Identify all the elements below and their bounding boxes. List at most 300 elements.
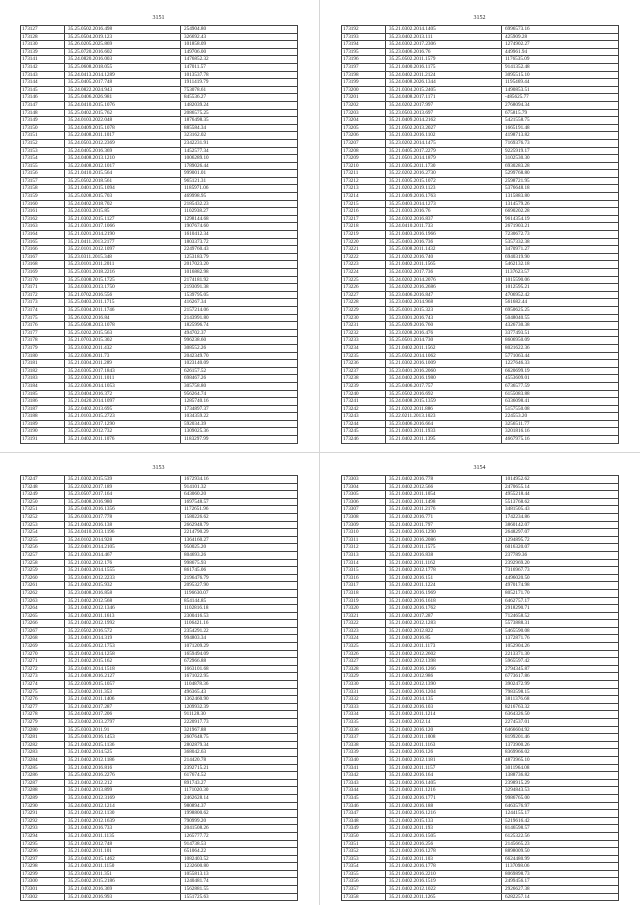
table-row: [342, 536, 619, 544]
table-row: [342, 688, 619, 696]
amount-cell: 1907674.60: [181, 223, 298, 231]
account-number-cell: 35.21.0402.2017.287: [65, 703, 181, 711]
account-number-cell: 35.25.0502.2018.561: [65, 177, 181, 185]
row-id-cell: 173176: [21, 322, 65, 330]
amount-cell: 4326730.38: [502, 322, 619, 330]
row-id-cell: 173222: [342, 253, 386, 261]
table-row: [342, 544, 619, 552]
account-number-cell: 35.25.0403.2016.1453: [65, 734, 181, 742]
amount-cell: 994803.34: [181, 635, 298, 643]
row-id-cell: 173143: [21, 71, 65, 79]
account-number-cell: 35.21.0202.2019.1123: [386, 185, 502, 193]
account-number-cell: 35.23.0401.2012.2233: [65, 574, 181, 582]
row-id-cell: 173348: [342, 817, 386, 825]
row-id-cell: 173181: [21, 360, 65, 368]
table-row: [342, 322, 619, 330]
account-number-cell: 35.24.0402.2011.2124: [386, 71, 502, 79]
table-row: [342, 863, 619, 871]
amount-cell: 1697548.57: [181, 498, 298, 506]
row-id-cell: 173318: [342, 589, 386, 597]
row-id-cell: 173262: [21, 589, 65, 597]
table-row: [342, 306, 619, 314]
amount-cell: 5157550.08: [502, 405, 619, 413]
account-number-cell: 35.24.0103.2022.048: [65, 117, 181, 125]
account-number-cell: 35.21.0402.2011.797: [386, 521, 502, 529]
table-row: [21, 223, 298, 231]
account-number-cell: 35.21.0402.2011.1162: [386, 559, 502, 567]
row-id-cell: 173229: [342, 306, 386, 314]
amount-cell: 753078.61: [181, 86, 298, 94]
row-id-cell: 173357: [342, 886, 386, 894]
table-row: [21, 749, 298, 757]
table-row: [21, 109, 298, 117]
account-number-cell: 35.25.0403.2011.1715: [65, 299, 181, 307]
account-number-cell: 35.21.0302.2014.1405: [386, 26, 502, 34]
account-number-cell: 35.21.0402.2012.14: [386, 719, 502, 727]
amount-cell: 101858.09: [181, 41, 298, 49]
account-number-cell: 35.25.0301.2015.323: [386, 306, 502, 314]
account-number-cell: 35.23.0402.2015.1462: [65, 855, 181, 863]
row-id-cell: 173319: [342, 597, 386, 605]
account-number-cell: 35.23.0507.2017.164: [65, 491, 181, 499]
table-row: [342, 337, 619, 345]
amount-cell: 2095327.90: [181, 582, 298, 590]
account-number-cell: 35.21.0402.2012.1283: [386, 620, 502, 628]
amount-cell: 1082403.52: [181, 855, 298, 863]
table-row: [21, 208, 298, 216]
table-row: [342, 734, 619, 742]
row-id-cell: 173185: [21, 390, 65, 398]
amount-cell: 149706.00: [181, 48, 298, 56]
row-id-cell: 173350: [342, 832, 386, 840]
table-row: [21, 589, 298, 597]
table-row: [342, 109, 619, 117]
account-number-cell: 35.21.0304.2015.2405: [386, 86, 502, 94]
amount-cell: 6996573.16: [502, 26, 619, 34]
row-id-cell: 173269: [21, 643, 65, 651]
table-row: [342, 878, 619, 886]
account-number-cell: 35.22.0302.2011.1011: [65, 375, 181, 383]
row-id-cell: 173264: [21, 605, 65, 613]
amount-cell: 1388736.82: [502, 772, 619, 780]
account-number-cell: 35.21.0402.2012.1390: [386, 681, 502, 689]
table-row: [21, 299, 298, 307]
amount-cell: 6620699.19: [502, 367, 619, 375]
account-number-cell: 35.21.0402.2016.838: [386, 551, 502, 559]
row-id-cell: 173218: [342, 223, 386, 231]
table-row: [21, 63, 298, 71]
amount-cell: 911128.30: [181, 711, 298, 719]
table-row: [21, 71, 298, 79]
row-id-cell: 173209: [342, 155, 386, 163]
table-row: [342, 893, 619, 901]
table-row: [342, 344, 619, 352]
account-number-cell: 35.24.0302.2016.837: [386, 215, 502, 223]
table-row: [342, 673, 619, 681]
account-number-cell: 35.21.0402.2016.1278: [386, 848, 502, 856]
account-number-cell: 35.21.0402.2011.1216: [386, 787, 502, 795]
table-row: [342, 574, 619, 582]
row-id-cell: 173189: [21, 420, 65, 428]
row-id-cell: 173303: [342, 476, 386, 484]
amount-cell: 1562881.55: [181, 886, 298, 894]
table-row: [342, 756, 619, 764]
row-id-cell: 173294: [21, 832, 65, 840]
account-number-cell: 35.25.0403.2016.736: [386, 238, 502, 246]
account-number-cell: 35.22.0202.2017.189: [65, 483, 181, 491]
table-row: [342, 223, 619, 231]
account-number-cell: 35.24.0405.2016.369: [65, 147, 181, 155]
table-row: [342, 627, 619, 635]
table-row: [342, 231, 619, 239]
row-id-cell: 173310: [342, 529, 386, 537]
table-row: [342, 741, 619, 749]
account-number-cell: 35.21.0402.2015.1136: [65, 741, 181, 749]
row-id-cell: 173317: [342, 582, 386, 590]
amount-cell: 790999.20: [181, 817, 298, 825]
table-row: [21, 405, 298, 413]
table-row: [342, 832, 619, 840]
account-number-cell: 35.24.0402.2016.1980: [386, 375, 502, 383]
amount-cell: 4553609.01: [502, 375, 619, 383]
amount-cell: 7316967.73: [502, 567, 619, 575]
table-row: [342, 643, 619, 651]
data-table: [341, 25, 619, 444]
account-number-cell: 35.25.0504.2019.123: [65, 33, 181, 41]
account-number-cell: 35.21.0502.2013.2027: [386, 124, 502, 132]
account-number-cell: 35.21.0402.2012.212: [65, 779, 181, 787]
table-row: [21, 246, 298, 254]
amount-cell: 6016320.07: [502, 544, 619, 552]
amount-cell: 9614354.19: [502, 215, 619, 223]
row-id-cell: 173309: [342, 521, 386, 529]
row-id-cell: 173274: [21, 681, 65, 689]
row-id-cell: 173198: [342, 71, 386, 79]
amount-cell: 1195469.44: [502, 79, 619, 87]
table-row: [21, 612, 298, 620]
row-id-cell: 173157: [21, 177, 65, 185]
table-row: [21, 352, 298, 360]
row-id-cell: 173226: [342, 284, 386, 292]
data-table: [341, 475, 619, 901]
amount-cell: 6125322.56: [502, 832, 619, 840]
row-id-cell: 173240: [342, 390, 386, 398]
amount-cell: 8216763.32: [502, 703, 619, 711]
account-number-cell: 35.21.0402.2016.1204: [386, 688, 502, 696]
amount-cell: 1659494.09: [181, 650, 298, 658]
account-number-cell: 35.25.0502.2014.1062: [386, 352, 502, 360]
amount-cell: 950025.20: [181, 544, 298, 552]
account-number-cell: 35.25.0402.2015.2186: [65, 878, 181, 886]
account-number-cell: 35.22.0101.2012.1097: [65, 246, 181, 254]
row-id-cell: 173223: [342, 261, 386, 269]
account-number-cell: 35.21.0420.2014.1097: [65, 398, 181, 406]
table-row: [342, 405, 619, 413]
table-row: [342, 703, 619, 711]
amount-cell: 1315883.80: [502, 193, 619, 201]
table-row: [21, 529, 298, 537]
row-id-cell: 173278: [21, 711, 65, 719]
row-id-cell: 173153: [21, 147, 65, 155]
row-id-cell: 173354: [342, 863, 386, 871]
row-id-cell: 173155: [21, 162, 65, 170]
row-id-cell: 173339: [342, 749, 386, 757]
amount-cell: 1789026.44: [181, 162, 298, 170]
row-id-cell: 173327: [342, 658, 386, 666]
row-id-cell: 173299: [21, 870, 65, 878]
amount-cell: 6463576.97: [502, 802, 619, 810]
account-number-cell: 35.21.0402.2016.1290: [386, 529, 502, 537]
amount-cell: 1227646.33: [502, 360, 619, 368]
account-number-cell: 35.21.0402.2011.1498: [386, 498, 502, 506]
amount-cell: 2041508.26: [181, 825, 298, 833]
row-id-cell: 173166: [21, 246, 65, 254]
page-number: 3151: [152, 15, 165, 21]
row-id-cell: 173196: [342, 56, 386, 64]
account-number-cell: 35.21.0402.2011.1562: [386, 344, 502, 352]
row-id-cell: 173295: [21, 840, 65, 848]
account-number-cell: 35.25.0406.2026.981: [65, 94, 181, 102]
table-row: [21, 886, 298, 894]
row-id-cell: 173335: [342, 719, 386, 727]
row-id-cell: 173220: [342, 238, 386, 246]
amount-cell: 496365.43: [181, 688, 298, 696]
account-number-cell: 35.25.0502.2011.1579: [386, 56, 502, 64]
amount-cell: 2598721.95: [502, 177, 619, 185]
amount-cell: 1055813.13: [181, 870, 298, 878]
table-row: [342, 253, 619, 261]
table-row: [342, 567, 619, 575]
account-number-cell: 35.21.0402.2011.1613: [65, 612, 181, 620]
account-number-cell: 35.21.0402.2016.120: [386, 726, 502, 734]
amount-cell: 6736577.59: [502, 382, 619, 390]
table-row: [21, 337, 298, 345]
account-number-cell: 35.24.0410.2011.733: [386, 223, 502, 231]
row-id-cell: 173195: [342, 48, 386, 56]
account-number-cell: 35.21.0302.2015.539: [65, 476, 181, 484]
amount-cell: 1663101.68: [181, 665, 298, 673]
row-id-cell: 173320: [342, 605, 386, 613]
account-number-cell: 35.21.0402.2011.1076: [65, 436, 181, 444]
table-row: [342, 413, 619, 421]
row-id-cell: 173184: [21, 382, 65, 390]
table-row: [342, 200, 619, 208]
account-number-cell: 35.21.0402.2016.164: [386, 772, 502, 780]
amount-cell: 4970174.98: [502, 582, 619, 590]
account-number-cell: 35.24.0102.2014.928: [65, 536, 181, 544]
amount-cell: 1014952.62: [502, 476, 619, 484]
row-id-cell: 173343: [342, 779, 386, 787]
account-number-cell: 35.21.0302.2016.1009: [386, 360, 502, 368]
row-id-cell: 173281: [21, 734, 65, 742]
row-id-cell: 173316: [342, 574, 386, 582]
table-row: [21, 840, 298, 848]
row-id-cell: 173150: [21, 124, 65, 132]
table-row: [21, 711, 298, 719]
account-number-cell: 35.21.0402.2016.103: [386, 703, 502, 711]
amount-cell: 956264.74: [181, 390, 298, 398]
amount-cell: 5462132.18: [502, 261, 619, 269]
table-row: [21, 559, 298, 567]
row-id-cell: 173326: [342, 650, 386, 658]
amount-cell: 9986765.00: [502, 794, 619, 802]
account-number-cell: 35.21.0402.2016.2210: [386, 870, 502, 878]
row-id-cell: 173213: [342, 185, 386, 193]
account-number-cell: 35.25.0501.2014.730: [386, 337, 502, 345]
amount-cell: 214420.78: [181, 756, 298, 764]
row-id-cell: 173175: [21, 314, 65, 322]
data-table: [20, 475, 298, 901]
amount-cell: 2213371.30: [502, 650, 619, 658]
amount-cell: 7124658.52: [502, 612, 619, 620]
account-number-cell: 35.21.0301.2017.1066: [65, 223, 181, 231]
account-number-cell: 35.25.0403.2016.1356: [65, 506, 181, 514]
table-row: [21, 863, 298, 871]
row-id-cell: 173344: [342, 787, 386, 795]
table-row: [342, 719, 619, 727]
row-id-cell: 173297: [21, 855, 65, 863]
table-row: [21, 650, 298, 658]
account-number-cell: 35.26.0202.2016.84: [65, 314, 181, 322]
amount-cell: 8369966.02: [502, 749, 619, 757]
account-number-cell: 35.21.0402.2011.1406: [65, 696, 181, 704]
amount-cell: 1373900.26: [502, 741, 619, 749]
account-number-cell: 35.21.0402.2016.151: [386, 574, 502, 582]
account-number-cell: 35.21.0402.2016.816: [65, 764, 181, 772]
table-row: [21, 139, 298, 147]
amount-cell: 1183297.99: [181, 436, 298, 444]
row-id-cell: 173177: [21, 329, 65, 337]
table-row: [21, 787, 298, 795]
amount-cell: 561682.44: [502, 299, 619, 307]
table-row: [21, 673, 298, 681]
amount-cell: 1209932.39: [181, 703, 298, 711]
row-id-cell: 173162: [21, 215, 65, 223]
row-id-cell: 173349: [342, 825, 386, 833]
table-row: [21, 375, 298, 383]
account-number-cell: 35.25.0202.2015.563: [65, 329, 181, 337]
table-row: [342, 582, 619, 590]
table-row: [21, 33, 298, 41]
amount-cell: 4667975.16: [502, 436, 619, 444]
table-row: [21, 428, 298, 436]
row-id-cell: 173227: [342, 291, 386, 299]
account-number-cell: 35.21.0501.2014.1879: [386, 155, 502, 163]
table-row: [342, 529, 619, 537]
table-row: [342, 94, 619, 102]
amount-cell: 965121.31: [181, 177, 298, 185]
amount-cell: 5376648.18: [502, 185, 619, 193]
account-number-cell: 35.26.0303.2017.778: [65, 513, 181, 521]
row-id-cell: 173314: [342, 559, 386, 567]
table-row: [21, 544, 298, 552]
amount-cell: 2671903.21: [502, 223, 619, 231]
amount-cell: 1052904.26: [502, 643, 619, 651]
table-row: [342, 779, 619, 787]
row-id-cell: 173172: [21, 291, 65, 299]
row-id-cell: 173179: [21, 344, 65, 352]
table-row: [342, 246, 619, 254]
table-row: [21, 855, 298, 863]
account-number-cell: 35.21.0402.2011.1150: [65, 863, 181, 871]
page-number: 3154: [473, 465, 486, 471]
amount-cell: 416267.34: [181, 299, 298, 307]
amount-cell: 1015590.06: [502, 276, 619, 284]
table-row: [342, 155, 619, 163]
account-number-cell: 35.23.0403.2017.1290: [65, 420, 181, 428]
amount-cell: 1176535.09: [502, 56, 619, 64]
table-row: [21, 314, 298, 322]
row-id-cell: 173260: [21, 574, 65, 582]
table-row: [342, 476, 619, 484]
row-id-cell: 173321: [342, 612, 386, 620]
row-id-cell: 173242: [342, 405, 386, 413]
amount-cell: 1372871.76: [502, 635, 619, 643]
table-row: [342, 139, 619, 147]
amount-cell: 2768094.34: [502, 101, 619, 109]
table-row: [21, 627, 298, 635]
account-number-cell: 35.21.0402.2012.2602: [386, 650, 502, 658]
table-row: [342, 620, 619, 628]
table-row: [342, 329, 619, 337]
amount-cell: 326692.43: [181, 33, 298, 41]
amount-cell: 1452577.34: [181, 147, 298, 155]
account-number-cell: 35.21.0305.2015.1072: [386, 177, 502, 185]
row-id-cell: 173230: [342, 314, 386, 322]
row-id-cell: 173246: [342, 436, 386, 444]
account-number-cell: 35.25.0408.2016.980: [65, 498, 181, 506]
account-number-cell: 35.25.0209.2016.760: [386, 322, 502, 330]
account-number-cell: 35.21.0402.2011.1135: [65, 832, 181, 840]
account-number-cell: 35.24.0822.2024.943: [65, 86, 181, 94]
account-number-cell: 35.21.0402.2011.1214: [386, 711, 502, 719]
row-id-cell: 173275: [21, 688, 65, 696]
row-id-cell: 173192: [342, 26, 386, 34]
amount-cell: 2274537.01: [502, 719, 619, 727]
account-number-cell: 35.21.0402.2012.1778: [386, 567, 502, 575]
table-row: [342, 749, 619, 757]
amount-cell: 8146598.57: [502, 825, 619, 833]
table-row: [21, 582, 298, 590]
table-row: [342, 261, 619, 269]
row-id-cell: 173340: [342, 756, 386, 764]
amount-cell: 1734897.37: [181, 405, 298, 413]
account-number-cell: 35.21.0402.2016.1216: [386, 810, 502, 818]
row-id-cell: 173293: [21, 825, 65, 833]
amount-cell: 2802879.34: [181, 741, 298, 749]
table-row: [342, 650, 619, 658]
table-row: [342, 597, 619, 605]
row-id-cell: 173313: [342, 551, 386, 559]
account-number-cell: 35.21.0402.2016.1618: [386, 597, 502, 605]
row-id-cell: 173142: [21, 63, 65, 71]
row-id-cell: 173256: [21, 544, 65, 552]
table-row: [21, 94, 298, 102]
page-number: 3152: [473, 15, 486, 21]
table-row: [21, 162, 298, 170]
account-number-cell: 35.21.0402.2016.1771: [386, 794, 502, 802]
table-row: [21, 231, 298, 239]
account-number-cell: 35.21.0403.2014.1555: [65, 567, 181, 575]
row-id-cell: 173217: [342, 215, 386, 223]
amount-cell: 1016882.98: [181, 269, 298, 277]
table-row: [342, 810, 619, 818]
row-id-cell: 173328: [342, 665, 386, 673]
amount-cell: 425909.28: [502, 33, 619, 41]
amount-cell: 1006289.10: [181, 155, 298, 163]
table-row: [21, 360, 298, 368]
table-row: [342, 483, 619, 491]
